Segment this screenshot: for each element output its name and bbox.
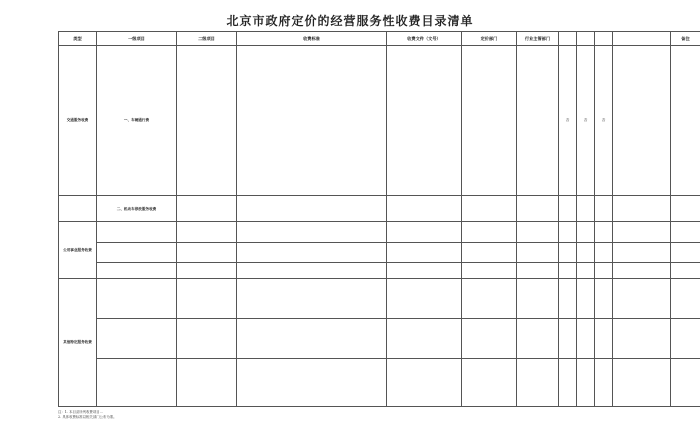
table-row: [59, 318, 700, 358]
level2-cell: [177, 262, 237, 278]
table-row: [59, 222, 700, 242]
level2-cell: [177, 358, 237, 406]
document-cell: [387, 222, 462, 242]
col-c-cell: [595, 196, 613, 222]
object-cell: [613, 358, 671, 406]
col-c-cell: 否: [595, 46, 613, 196]
document-cell: [387, 196, 462, 222]
level2-cell: [177, 318, 237, 358]
level2-cell: [177, 222, 237, 242]
object-cell: [613, 278, 671, 318]
document-cell: [387, 358, 462, 406]
object-cell: [613, 242, 671, 262]
remark-cell: [671, 278, 700, 318]
standard-cell: [237, 196, 387, 222]
table-row: [59, 196, 700, 222]
industry-dept-cell: [517, 262, 559, 278]
standard-cell: [237, 222, 387, 242]
level1-cell: [97, 278, 177, 318]
footnotes: [58, 410, 688, 420]
remark-cell: [671, 318, 700, 358]
remark-cell: [671, 46, 700, 196]
remark-cell: [671, 222, 700, 242]
pricing-dept-cell: [462, 46, 517, 196]
table-row: [59, 242, 700, 262]
col-b-cell: [577, 262, 595, 278]
col-c-cell: [595, 242, 613, 262]
level2-cell: [177, 46, 237, 196]
document-cell: [387, 278, 462, 318]
header-pricing-dept: 定价部门: [462, 32, 517, 46]
category-cell: 公用事业服务收费: [59, 222, 97, 278]
page-title: 北京市政府定价的经营服务性收费目录清单: [226, 14, 474, 28]
industry-dept-cell: [517, 222, 559, 242]
col-a-cell: [559, 196, 577, 222]
object-cell: [613, 196, 671, 222]
col-b-cell: [577, 196, 595, 222]
level1-cell: [97, 222, 177, 242]
level2-cell: [177, 278, 237, 318]
industry-dept-cell: [517, 46, 559, 196]
header-standard: 收费标准: [237, 32, 387, 46]
document-cell: [387, 262, 462, 278]
level1-cell: 二、机动车停放服务收费: [97, 196, 177, 222]
col-a-cell: [559, 262, 577, 278]
col-b-cell: 否: [577, 46, 595, 196]
document-cell: [387, 318, 462, 358]
document-cell: [387, 242, 462, 262]
table-row: [59, 262, 700, 278]
col-b-cell: [577, 358, 595, 406]
header-remark: 备注: [671, 32, 700, 46]
industry-dept-cell: [517, 196, 559, 222]
remark-cell: [671, 242, 700, 262]
level1-cell: [97, 358, 177, 406]
standard-cell: [237, 242, 387, 262]
category-cell: [59, 196, 97, 222]
industry-dept-cell: [517, 318, 559, 358]
header-level1: 一级项目: [97, 32, 177, 46]
header-col-b: [577, 32, 595, 46]
object-cell: [613, 262, 671, 278]
remark-cell: [671, 358, 700, 406]
table-row: [59, 46, 700, 196]
col-c-cell: [595, 318, 613, 358]
col-b-cell: [577, 278, 595, 318]
remark-cell: [671, 196, 700, 222]
header-col-c: [595, 32, 613, 46]
level1-cell: [97, 242, 177, 262]
footnote-2: 2. 具体收费标准以相关部门公布为准。: [58, 415, 117, 420]
col-a-cell: [559, 358, 577, 406]
document-cell: [387, 46, 462, 196]
industry-dept-cell: [517, 358, 559, 406]
level1-cell: 一、车辆通行费: [97, 46, 177, 196]
header-level2: 二级项目: [177, 32, 237, 46]
col-a-cell: [559, 318, 577, 358]
level1-cell: [97, 318, 177, 358]
col-b-cell: [577, 222, 595, 242]
standard-cell: [237, 46, 387, 196]
header-object: [613, 32, 671, 46]
col-a-cell: [559, 278, 577, 318]
standard-cell: [237, 278, 387, 318]
col-c-cell: [595, 262, 613, 278]
object-cell: [613, 318, 671, 358]
header-category: 类型: [59, 32, 97, 46]
pricing-dept-cell: [462, 318, 517, 358]
header-col-a: [559, 32, 577, 46]
col-a-cell: [559, 222, 577, 242]
col-a-cell: [559, 242, 577, 262]
table-row: [59, 358, 700, 406]
col-c-cell: [595, 278, 613, 318]
remark-cell: [671, 262, 700, 278]
level2-cell: [177, 242, 237, 262]
level2-cell: [177, 196, 237, 222]
pricing-dept-cell: [462, 262, 517, 278]
pricing-dept-cell: [462, 196, 517, 222]
header-row: [59, 32, 700, 46]
header-document: 收费文件（文号）: [387, 32, 462, 46]
object-cell: [613, 46, 671, 196]
fee-catalog-table: [58, 31, 700, 407]
pricing-dept-cell: [462, 222, 517, 242]
level1-cell: [97, 262, 177, 278]
standard-cell: [237, 318, 387, 358]
col-c-cell: [595, 222, 613, 242]
col-b-cell: [577, 318, 595, 358]
table-row: [59, 278, 700, 318]
category-cell: 交通服务收费: [59, 46, 97, 196]
col-b-cell: [577, 242, 595, 262]
industry-dept-cell: [517, 278, 559, 318]
pricing-dept-cell: [462, 358, 517, 406]
pricing-dept-cell: [462, 278, 517, 318]
category-cell: 其他特定服务收费: [59, 278, 97, 406]
object-cell: [613, 222, 671, 242]
industry-dept-cell: [517, 242, 559, 262]
standard-cell: [237, 358, 387, 406]
col-a-cell: 否: [559, 46, 577, 196]
standard-cell: [237, 262, 387, 278]
col-c-cell: [595, 358, 613, 406]
pricing-dept-cell: [462, 242, 517, 262]
footnote-1: 注：1. 本目录所列收费项目...: [58, 410, 103, 414]
header-industry-dept: 行业主管部门: [517, 32, 559, 46]
